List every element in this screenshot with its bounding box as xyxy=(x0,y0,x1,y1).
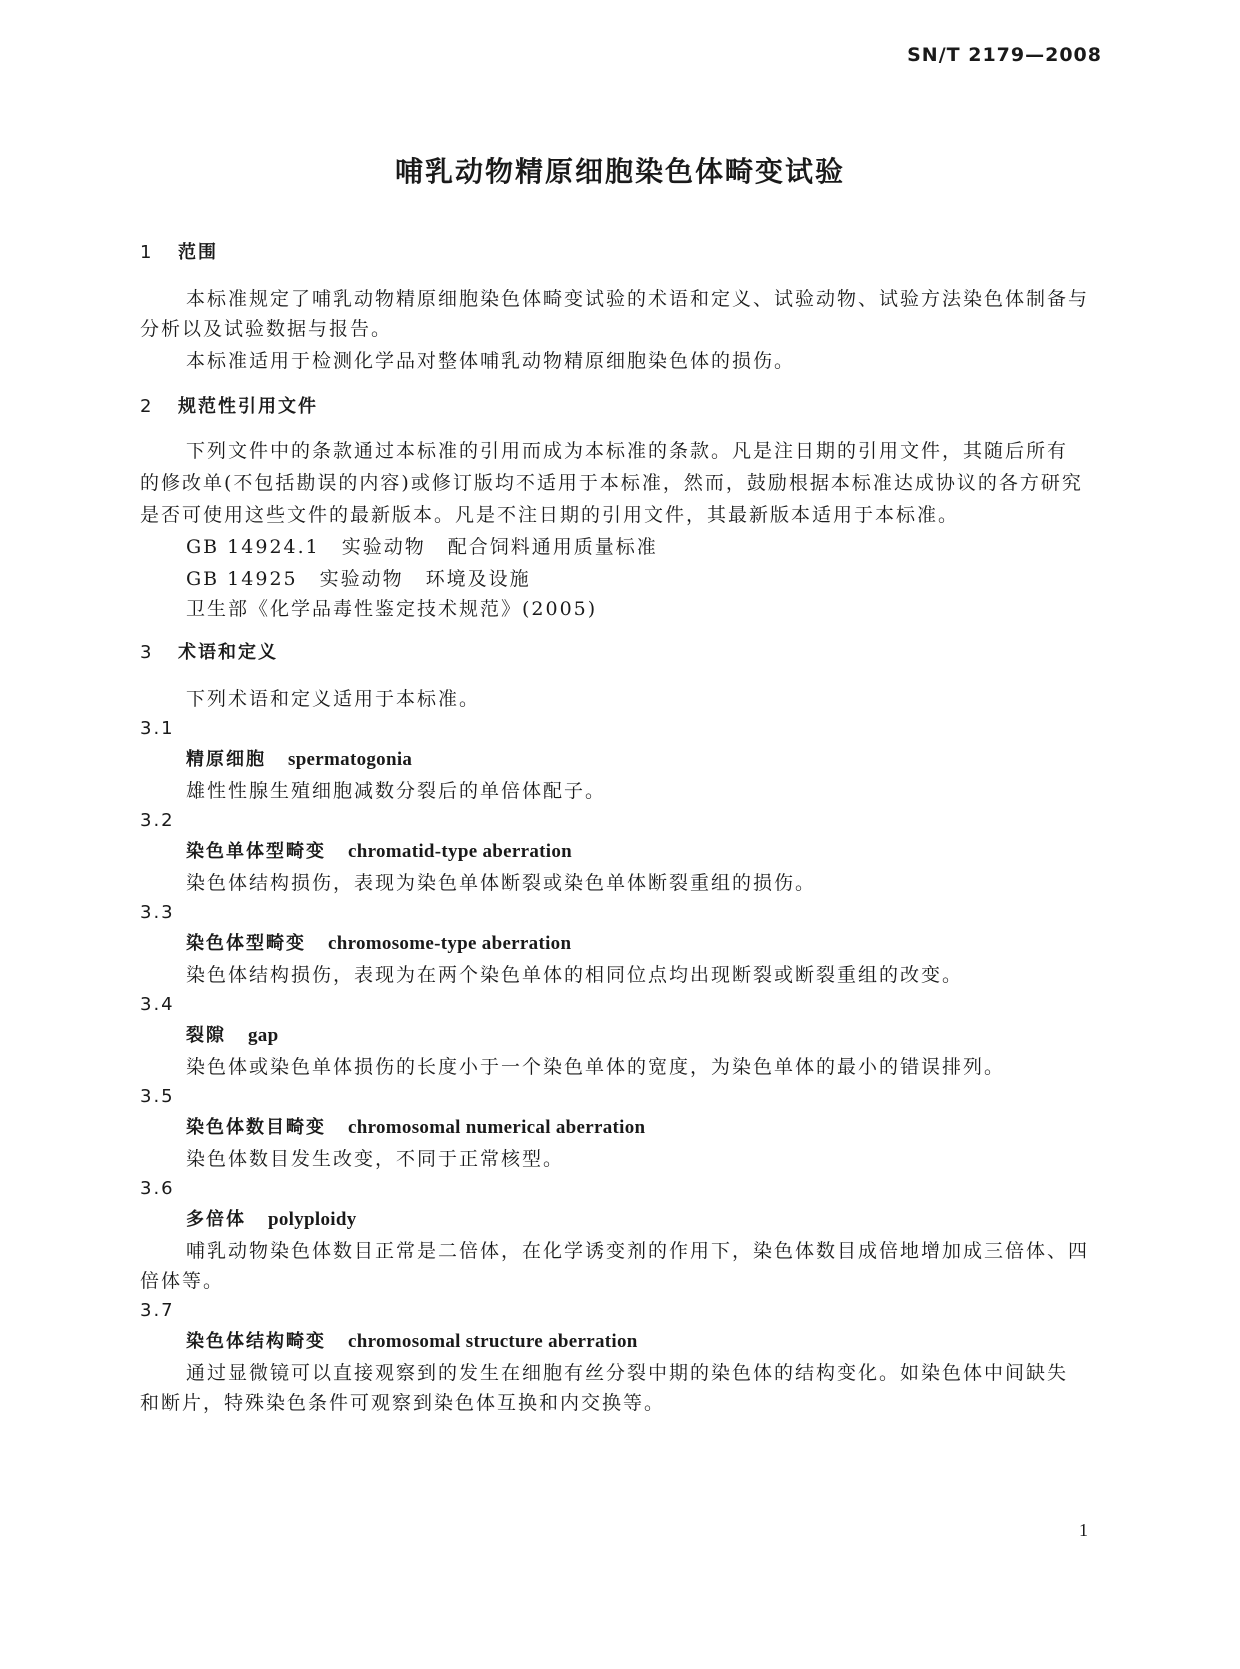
term-heading xyxy=(186,1118,645,1137)
term-english: chromatid-type aberration xyxy=(348,841,573,862)
term-number: 3.1 xyxy=(140,718,175,739)
section-number: 2 xyxy=(140,396,154,417)
term-heading xyxy=(186,934,571,953)
term-number: 3.7 xyxy=(140,1300,175,1321)
term-definition: 哺乳动物染色体数目正常是二倍体，在化学诱变剂的作用下，染色体数目成倍地增加成三倍体、四 xyxy=(186,1240,1090,1262)
reference-part: 环境及设施 xyxy=(425,568,531,590)
term-english: chromosomal structure aberration xyxy=(348,1331,638,1352)
term-number: 3.5 xyxy=(140,1086,175,1107)
term-chinese: 染色体结构畸变 xyxy=(186,1331,326,1352)
section-3-heading xyxy=(140,644,278,662)
reference-code: GB 14925 xyxy=(186,568,298,590)
section-1-paragraph: 本标准适用于检测化学品对整体哺乳动物精原细胞染色体的损伤。 xyxy=(186,350,796,372)
normative-reference xyxy=(186,570,531,589)
term-definition: 染色体或染色单体损伤的长度小于一个染色单体的宽度，为染色单体的最小的错误排列。 xyxy=(186,1056,1006,1078)
term-definition: 染色体结构损伤，表现为在两个染色单体的相同位点均出现断裂或断裂重组的改变。 xyxy=(186,964,964,986)
reference-part: 实验动物 xyxy=(319,568,404,590)
term-definition: 通过显微镜可以直接观察到的发生在细胞有丝分裂中期的染色体的结构变化。如染色体中间缺失 xyxy=(186,1362,1069,1384)
section-number: 3 xyxy=(140,642,154,663)
standard-code: SN/T 2179—2008 xyxy=(907,44,1102,66)
document-title: 哺乳动物精原细胞染色体畸变试验 xyxy=(394,155,845,188)
term-english: chromosome-type aberration xyxy=(328,933,572,954)
term-definition: 染色体数目发生改变，不同于正常核型。 xyxy=(186,1148,565,1170)
page-number: 1 xyxy=(1079,1520,1088,1540)
reference-part: 配合饲料通用质量标准 xyxy=(447,536,658,558)
normative-reference xyxy=(186,538,658,557)
section-1-paragraph-line: 本标准规定了哺乳动物精原细胞染色体畸变试验的术语和定义、试验动物、试验方法染色体制备与 xyxy=(186,288,1090,310)
term-number: 3.6 xyxy=(140,1178,175,1199)
term-definition: 染色体结构损伤，表现为染色单体断裂或染色单体断裂重组的损伤。 xyxy=(186,872,817,894)
term-number: 3.4 xyxy=(140,994,175,1015)
term-number: 3.2 xyxy=(140,810,175,831)
reference-part: 实验动物 xyxy=(341,536,426,558)
term-number: 3.3 xyxy=(140,902,175,923)
section-title: 术语和定义 xyxy=(178,642,278,663)
term-definition: 雄性性腺生殖细胞减数分裂后的单倍体配子。 xyxy=(186,780,607,802)
term-chinese: 染色单体型畸变 xyxy=(186,841,326,862)
term-chinese: 多倍体 xyxy=(186,1209,246,1230)
section-2-paragraph-line: 的修改单(不包括勘误的内容)或修订版均不适用于本标准，然而，鼓励根据本标准达成协议的各方研究 xyxy=(140,472,1083,494)
term-english: spermatogonia xyxy=(288,749,413,770)
section-number: 1 xyxy=(140,242,154,263)
term-english: polyploidy xyxy=(268,1209,357,1230)
normative-reference: 卫生部《化学品毒性鉴定技术规范》(2005) xyxy=(186,598,598,620)
term-chinese: 染色体型畸变 xyxy=(186,933,306,954)
term-heading xyxy=(186,1026,278,1045)
section-3-intro: 下列术语和定义适用于本标准。 xyxy=(186,688,481,710)
term-english: gap xyxy=(248,1025,279,1046)
term-heading xyxy=(186,842,572,861)
term-heading xyxy=(186,1210,357,1229)
term-chinese: 裂隙 xyxy=(186,1025,226,1046)
reference-code: GB 14924.1 xyxy=(186,536,320,558)
term-chinese: 精原细胞 xyxy=(186,749,266,770)
section-2-paragraph-line: 是否可使用这些文件的最新版本。凡是不注日期的引用文件，其最新版本适用于本标准。 xyxy=(140,504,960,526)
section-1-paragraph-line: 分析以及试验数据与报告。 xyxy=(140,318,393,340)
section-1-heading xyxy=(140,244,218,262)
term-english: chromosomal numerical aberration xyxy=(348,1117,646,1138)
term-definition: 和断片，特殊染色条件可观察到染色体互换和内交换等。 xyxy=(140,1392,666,1414)
section-2-heading xyxy=(140,398,318,416)
term-definition: 倍体等。 xyxy=(140,1270,225,1292)
section-title: 规范性引用文件 xyxy=(178,396,318,417)
section-2-paragraph-line: 下列文件中的条款通过本标准的引用而成为本标准的条款。凡是注日期的引用文件，其随后所有 xyxy=(186,440,1069,462)
term-heading xyxy=(186,750,412,769)
section-title: 范围 xyxy=(178,242,218,263)
term-heading xyxy=(186,1332,638,1351)
term-chinese: 染色体数目畸变 xyxy=(186,1117,326,1138)
